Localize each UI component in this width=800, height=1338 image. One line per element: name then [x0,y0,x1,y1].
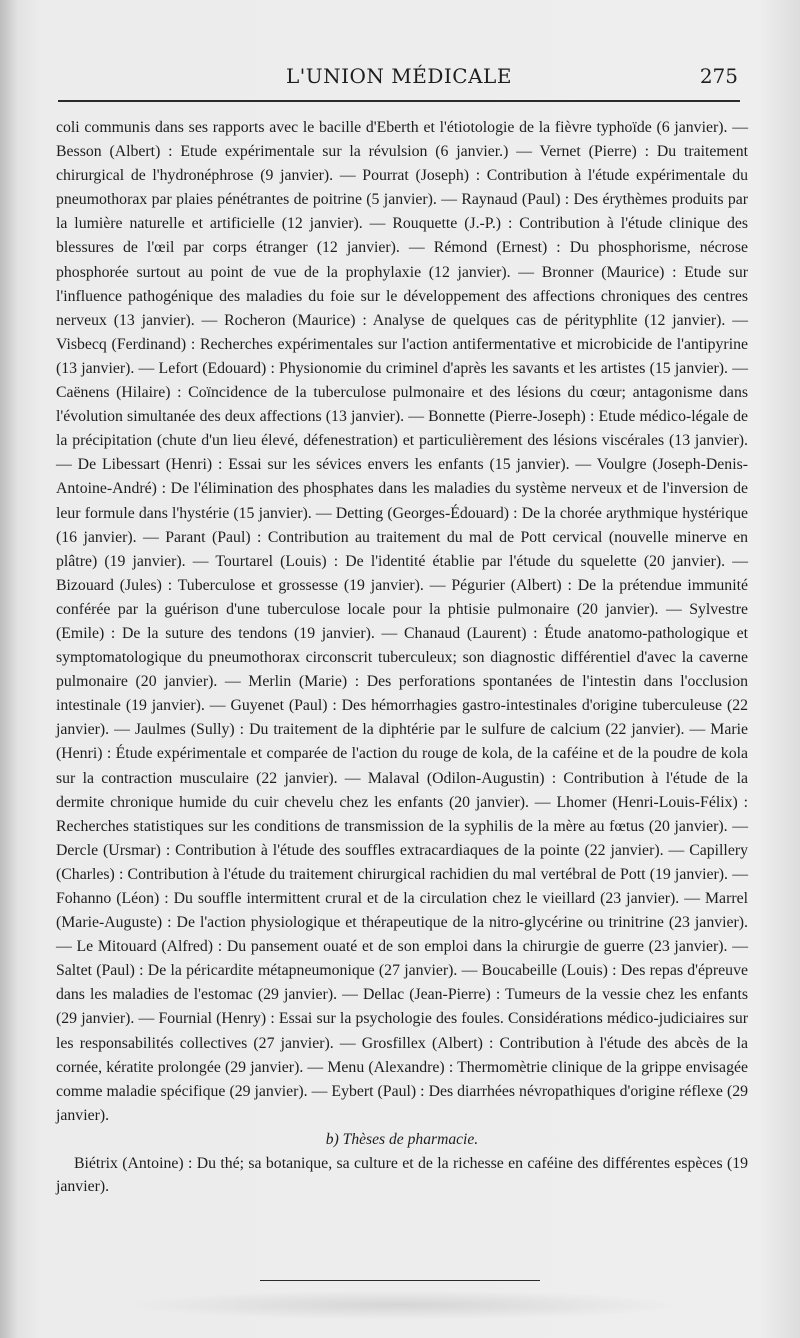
pharmacy-thesis-paragraph: Biétrix (Antoine) : Du thé; sa botanique, sa culture et de la richesse en caféine des différentes espèces (19 janvier). [56,1155,748,1196]
body-text [56,116,748,1198]
footer-rule [260,1280,540,1281]
show-through-bleed [120,1290,680,1320]
page-header [56,60,738,92]
section-heading: b) Thèses de pharmacie. [325,1130,479,1148]
running-title: L'UNION MÉDICALE [286,64,512,88]
thesis-list-paragraph: coli communis dans ses rapports avec le bacille d'Eberth et l'étiotologie de la fièvre typhoïde (6 janvier). — Besson (Albert) : Etude expérimentale sur la révulsion (6 janvier.) — Vernet (Pierre) : Du traitement chirurgical de l'hydronéphrose (9 janvier). — Pourrat (Joseph) : Contribution à l'étude expérimentale du pneumothorax par plaies pénétrantes de poitrine (5 janvier). — Raynaud (Paul) : Des érythèmes produits par la lumière naturelle et artificielle (12 janvier). — Rouquette (J.-P.) : Contribution à l'étude clinique des blessures de l'œil par corps étranger (12 janvier). — Rémond (Ernest) : Du phosphorisme, nécrose phosphorée surtout au point de vue de la prophylaxie (12 janvier). — Bronner (Maurice) : Etude sur l'influence pathogénique des maladies du foie sur le développement des affections chroniques des centres nerveux (13 janvier). — Rocheron (Maurice) : Analyse de quelques cas de pérityphlite (12 janvier). — Visbecq (Ferdinand) : Recherches expérimentales sur l'action antifermentative et microbicide de l'antipyrine (13 janvier). — Lefort (Edouard) : Physionomie du criminel d'après les savants et les artistes (15 janvier). — Caënens (Hilaire) : Coïncidence de la tuberculose pulmonaire et des lésions du cœur; antagonisme dans l'évolution simultanée des deux affections (13 janvier). — Bonnette (Pierre-Joseph) : Etude médico-légale de la précipitation (chute d'un lieu élevé, défenestration) et particulièrement des lésions viscérales (13 janvier). — De Libessart (Henri) : Essai sur les sévices envers les enfants (15 janvier). — Voulgre (Joseph-Denis-Antoine-André) : De l'élimination des phosphates dans les maladies du système nerveux et de l'inversion de leur formule dans l'hystérie (15 janvier). — Detting (Georges-Édouard) : De la chorée arythmique hystérique (16 janvier). — Parant (Paul) : Contribution au traitement du mal de Pott cervical (nouvelle minerve en plâtre) (19 janvier). — Tourtarel (Louis) : De l'identité établie par l'étude du squelette (20 janvier). — Bizouard (Jules) : Tuberculose et grossesse (19 janvier). — Pégurier (Albert) : De la prétendue immunité conférée par la guérison d'une tuberculose locale pour la phtisie pulmonaire (20 janvier). — Sylvestre (Emile) : De la suture des tendons (19 janvier). — Chanaud (Laurent) : Étude anatomo-pathologique et symptomatologique du pneumothorax circonscrit tuberculeux; son diagnostic différentiel d'avec la caverne pulmonaire (20 janvier). — Merlin (Marie) : Des perforations spontanées de l'intestin dans l'occlusion intestinale (19 janvier). — Guyenet (Paul) : Des hémorrhagies gastro-intestinales d'origine tuberculeuse (22 janvier). — Jaulmes (Sully) : Du traitement de la diphtérie par le sulfure de calcium (22 janvier). — Marie (Henri) : Étude expérimentale et comparée de l'action du rouge de kola, de la caféine et de la poudre de kola sur la contraction musculaire (22 janvier). — Malaval (Odilon-Augustin) : Contribution à l'étude de la dermite chronique humide du cuir chevelu chez les enfants (20 janvier). — Lhomer (Henri-Louis-Félix) : Recherches statistiques sur les conditions de transmission de la syphilis de la mère au fœtus (20 janvier). — Dercle (Ursmar) : Contribution à l'étude des souffles extracardiaques de la pointe (22 janvier). — Capillery (Charles) : Contribution à l'étude du traitement chirurgical rachidien du mal vertébral de Pott (19 janvier). — Fohanno (Léon) : Du souffle intermittent crural et de la circulation chez le vieillard (23 janvier). — Marrel (Marie-Auguste) : De l'action physiologique et thérapeutique de la nitro-glycérine ou trinitrine (23 janvier). — Le Mitouard (Alfred) : Du pansement ouaté et de son emploi dans la chirurgie de guerre (23 janvier). — Saltet (Paul) : De la péricardite métapneumonique (27 janvier). — Boucabeille (Louis) : Des repas d'épreuve dans les maladies de l'estomac (29 janvier). — Dellac (Jean-Pierre) : Tumeurs de la vessie chez les enfants (29 janvier). — Fournial (Henry) : Essai sur la psychologie des foules. Considérations médico-judiciaires sur les responsabilités collectives (27 janvier). — Grosfillex (Albert) : Contribution à l'étude des abcès de la cornée, kératite prolongée (29 janvier). — Menu (Alexandre) : Thermomètrie clinique de la grippe envisagée comme maladie spécifique (29 janvier). — Eybert (Paul) : Des diarrhées névropathiques d'origine réflexe (29 janvier). [56,119,748,1124]
page-number: 275 [699,64,738,88]
header-rule [58,100,740,102]
